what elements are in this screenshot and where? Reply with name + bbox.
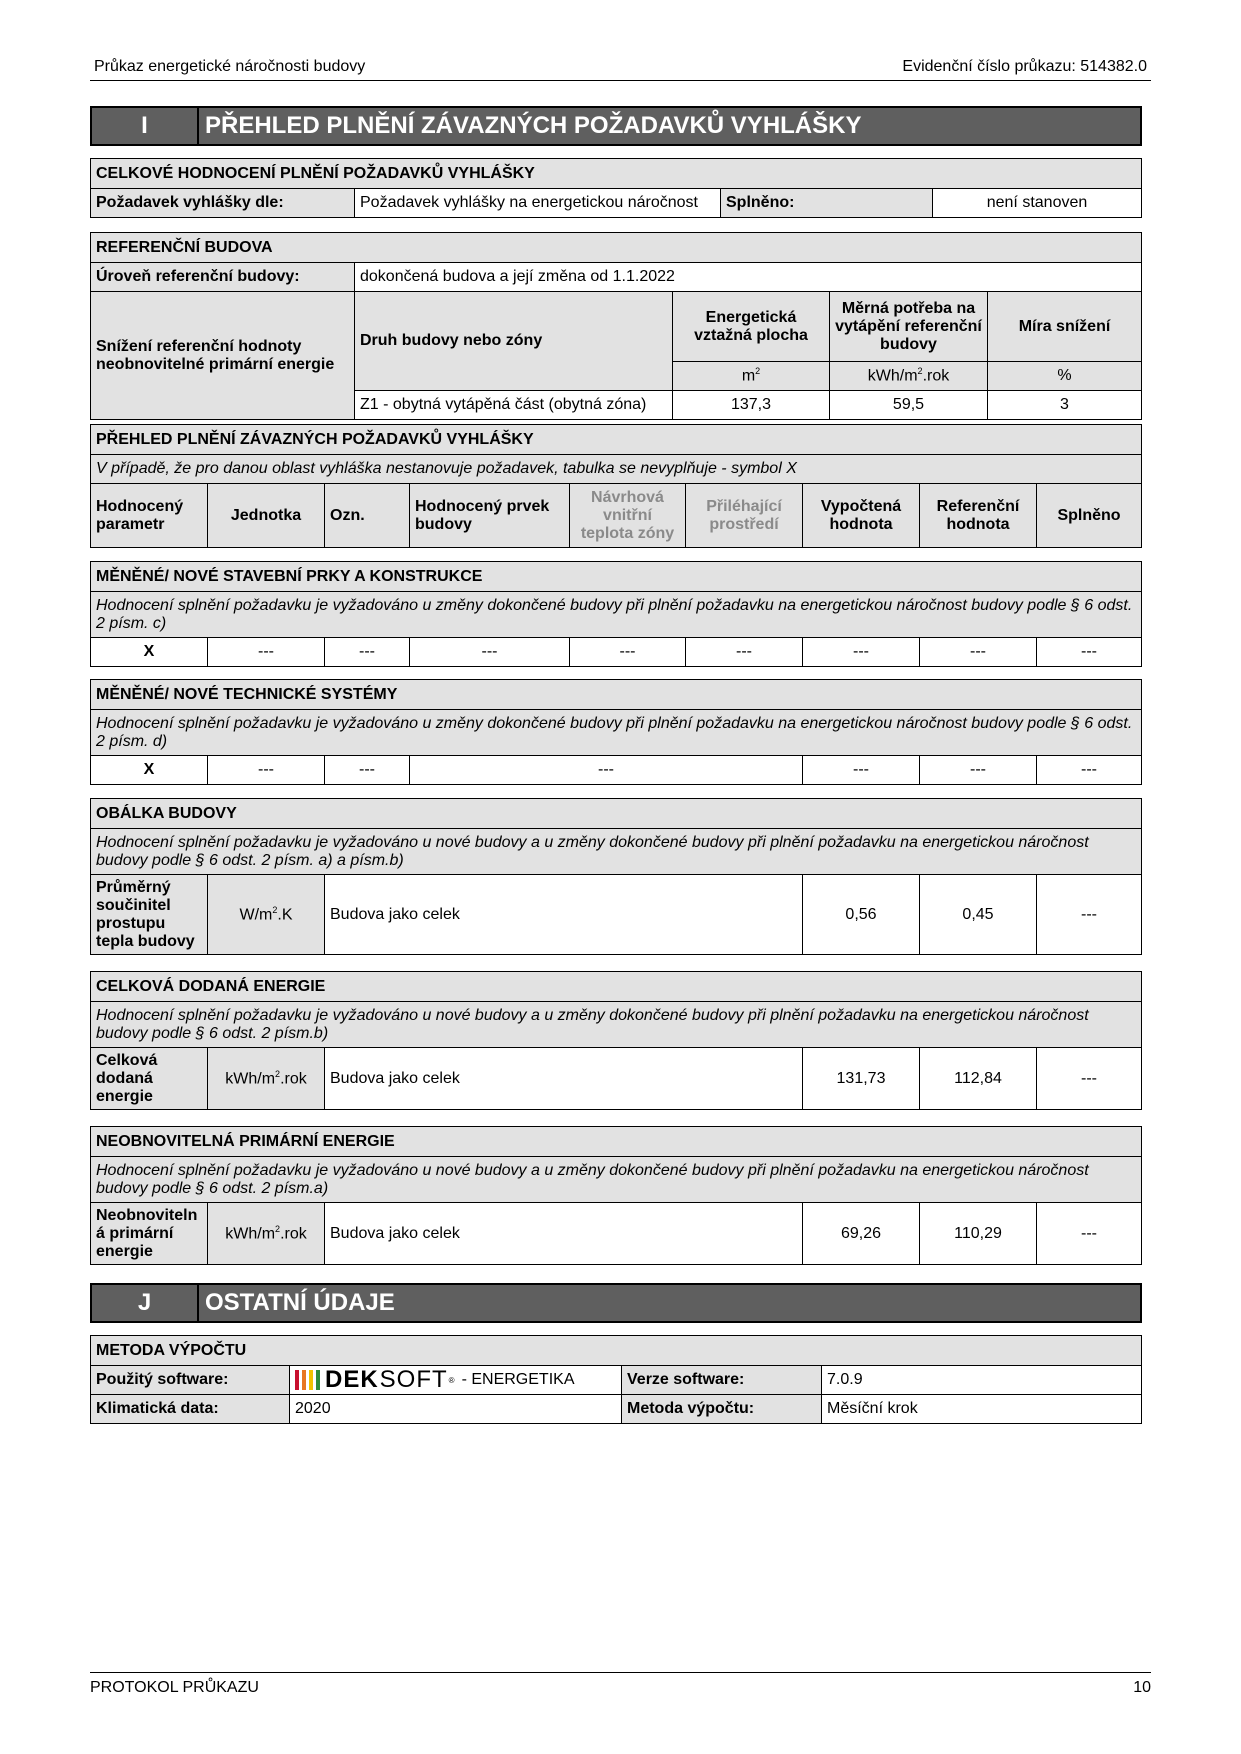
table-cell: --- — [325, 638, 410, 667]
version-value: 7.0.9 — [822, 1366, 1142, 1395]
overall-evaluation-title: CELKOVÉ HODNOCENÍ PLNĚNÍ POŽADAVKŮ VYHLÁŠKY — [91, 159, 1142, 189]
version-label: Verze software: — [622, 1366, 822, 1395]
deksoft-logo-bars — [295, 1370, 320, 1390]
changed-systems-table — [90, 679, 1142, 785]
table-cell: --- — [325, 756, 410, 785]
section-i-title: PŘEHLED PLNĚNÍ ZÁVAZNÝCH POŽADAVKŮ VYHLÁŠKY — [205, 112, 862, 139]
primary-energy-reference-value: 110,29 — [920, 1203, 1037, 1265]
table-cell: --- — [920, 638, 1037, 667]
envelope-unit: $W/m^2.K$ — [208, 875, 325, 955]
col-unit: Jednotka — [208, 484, 325, 548]
header-title: Průkaz energetické náročnosti budovy — [94, 58, 366, 75]
table-cell: --- — [1037, 756, 1142, 785]
logo-bar — [309, 1370, 313, 1390]
col-reference-area: Energetická vztažná plocha — [673, 292, 830, 362]
zone-reduction-rate: 3 — [988, 391, 1142, 420]
primary-energy-fulfilled: --- — [1037, 1203, 1142, 1265]
delivered-energy-unit: kWh/$m^2.rok$ — [208, 1048, 325, 1110]
primary-energy-note: Hodnocení splnění požadavku je vyžadováno u nové budovy a u změny dokončené budovy při plnění požadavku na energetickou náročnost budovy podle § 6 odst. 2 písm.a) — [91, 1157, 1142, 1203]
col-heating-demand: Měrná potřeba na vytápění referenční budovy — [830, 292, 988, 362]
col-design-temperature: Návrhová vnitřní teplota zóny — [570, 484, 686, 548]
zone-area: 137,3 — [673, 391, 830, 420]
delivered-energy-reference-value: 112,84 — [920, 1048, 1037, 1110]
changed-constructions-table — [90, 561, 1142, 667]
delivered-energy-fulfilled: --- — [1037, 1048, 1142, 1110]
delivered-energy-calculated-value: 131,73 — [803, 1048, 920, 1110]
unit-area: $m^2$ — [673, 362, 830, 391]
logo-registered-mark: ® — [448, 1375, 455, 1385]
logo-bar — [316, 1370, 320, 1390]
requirements-overview-table — [90, 424, 1142, 548]
col-element: Hodnocený prvek budovy — [410, 484, 570, 548]
page-header — [90, 56, 1151, 81]
table-cell: --- — [208, 638, 325, 667]
building-envelope-note: Hodnocení splnění požadavku je vyžadováno u nové budovy a u změny dokončené budovy při plnění požadavku na energetickou náročnost budovy podle § 6 odst. 2 písm. a) a písm.b) — [91, 829, 1142, 875]
envelope-reference-value: 0,45 — [920, 875, 1037, 955]
software-logo-cell — [290, 1366, 622, 1395]
table-cell: --- — [410, 638, 570, 667]
col-fulfilled: Splněno — [1037, 484, 1142, 548]
fulfilled-value: není stanoven — [933, 189, 1142, 218]
deksoft-logo — [295, 1366, 616, 1394]
envelope-element: Budova jako celek — [325, 875, 803, 955]
calculation-method-title: METODA VÝPOČTU — [91, 1336, 1142, 1366]
unit-heating-demand: kWh/$m^2.rok$ — [830, 362, 988, 391]
page-number: 10 — [1133, 1679, 1151, 1696]
table-cell: --- — [686, 638, 803, 667]
primary-energy-parameter: Neobnoviteln á primární energie — [91, 1203, 208, 1265]
delivered-energy-note: Hodnocení splnění požadavku je vyžadováno u nové budovy a u změny dokončené budovy při plnění požadavku na energetickou náročnost budovy podle § 6 odst. 2 písm.b) — [91, 1002, 1142, 1048]
page-footer — [90, 1672, 1151, 1697]
col-calculated-value: Vypočtená hodnota — [803, 484, 920, 548]
table-cell: X — [91, 756, 208, 785]
zone-name: Z1 - obytná vytápěná část (obytná zóna) — [355, 391, 673, 420]
changed-constructions-note: Hodnocení splnění požadavku je vyžadováno u změny dokončené budovy při plnění požadavku na energetickou náročnost budovy podle § 6 odst. 2 písm. c) — [91, 592, 1142, 638]
climate-data-value: 2020 — [290, 1395, 622, 1424]
climate-data-label: Klimatická data: — [91, 1395, 290, 1424]
building-envelope-table — [90, 798, 1142, 955]
section-i-band — [90, 106, 1142, 146]
changed-systems-note: Hodnocení splnění požadavku je vyžadováno u změny dokončené budovy při plnění požadavku na energetickou náročnost budovy podle § 6 odst. 2 písm. d) — [91, 710, 1142, 756]
col-reference-value: Referenční hodnota — [920, 484, 1037, 548]
logo-bar — [302, 1370, 306, 1390]
table-cell: --- — [803, 638, 920, 667]
table-cell: --- — [570, 638, 686, 667]
primary-energy-calculated-value: 69,26 — [803, 1203, 920, 1265]
primary-energy-element: Budova jako celek — [325, 1203, 803, 1265]
reference-level-value: dokončená budova a její změna od 1.1.2022 — [355, 263, 1142, 292]
col-building-type: Druh budovy nebo zóny — [355, 292, 673, 391]
section-i-number: I — [92, 108, 199, 144]
logo-energetika-text: - ENERGETIKA — [461, 1371, 575, 1388]
logo-bar — [295, 1370, 299, 1390]
envelope-fulfilled: --- — [1037, 875, 1142, 955]
col-symbol: Ozn. — [325, 484, 410, 548]
table-cell: --- — [410, 756, 803, 785]
reference-building-title: REFERENČNÍ BUDOVA — [91, 233, 1142, 263]
envelope-parameter: Průměrný součinitel prostupu tepla budovy — [91, 875, 208, 955]
table-cell: X — [91, 638, 208, 667]
requirement-value: Požadavek vyhlášky na energetickou náročnost — [355, 189, 721, 218]
method-value: Měsíční krok — [822, 1395, 1142, 1424]
table-cell: --- — [1037, 638, 1142, 667]
delivered-energy-element: Budova jako celek — [325, 1048, 803, 1110]
delivered-energy-title: CELKOVÁ DODANÁ ENERGIE — [91, 972, 1142, 1002]
section-j-title: OSTATNÍ ÚDAJE — [205, 1289, 395, 1316]
building-envelope-title: OBÁLKA BUDOVY — [91, 799, 1142, 829]
reduction-label: Snížení referenční hodnoty neobnovitelné primární energie — [91, 292, 355, 420]
unit-reduction-rate: % — [988, 362, 1142, 391]
table-cell: --- — [803, 756, 920, 785]
changed-constructions-title: MĚNĚNÉ/ NOVÉ STAVEBNÍ PRKY A KONSTRUKCE — [91, 562, 1142, 592]
col-adjacent-environment: Přiléhající prostředí — [686, 484, 803, 548]
table-cell: --- — [208, 756, 325, 785]
calculation-method-table — [90, 1335, 1142, 1424]
reference-building-table — [90, 232, 1142, 420]
requirement-label: Požadavek vyhlášky dle: — [91, 189, 355, 218]
delivered-energy-table — [90, 971, 1142, 1110]
logo-soft-text: SOFT — [379, 1366, 448, 1393]
changed-systems-title: MĚNĚNÉ/ NOVÉ TECHNICKÉ SYSTÉMY — [91, 680, 1142, 710]
logo-dek-text: DEK — [325, 1366, 379, 1393]
fulfilled-label: Splněno: — [721, 189, 933, 218]
overall-evaluation-table — [90, 158, 1142, 218]
header-certificate-number: Evidenční číslo průkazu: 514382.0 — [902, 58, 1147, 75]
requirements-overview-title: PŘEHLED PLNĚNÍ ZÁVAZNÝCH POŽADAVKŮ VYHLÁŠKY — [91, 425, 1142, 455]
zone-heating-demand: 59,5 — [830, 391, 988, 420]
table-cell: --- — [920, 756, 1037, 785]
delivered-energy-parameter: Celková dodaná energie — [91, 1048, 208, 1110]
requirements-overview-note: V případě, že pro danou oblast vyhláška nestanovuje požadavek, tabulka se nevyplňuje - symbol X — [91, 455, 1142, 484]
section-j-number: J — [92, 1285, 199, 1321]
method-label: Metoda výpočtu: — [622, 1395, 822, 1424]
footer-title: PROTOKOL PRŮKAZU — [90, 1679, 259, 1696]
primary-energy-title: NEOBNOVITELNÁ PRIMÁRNÍ ENERGIE — [91, 1127, 1142, 1157]
section-j-band — [90, 1283, 1142, 1323]
col-reduction-rate: Míra snížení — [988, 292, 1142, 362]
col-parameter: Hodnocený parametr — [91, 484, 208, 548]
reference-level-label: Úroveň referenční budovy: — [91, 263, 355, 292]
software-label: Použitý software: — [91, 1366, 290, 1395]
primary-energy-table — [90, 1126, 1142, 1265]
primary-energy-unit: kWh/$m^2.rok$ — [208, 1203, 325, 1265]
envelope-calculated-value: 0,56 — [803, 875, 920, 955]
